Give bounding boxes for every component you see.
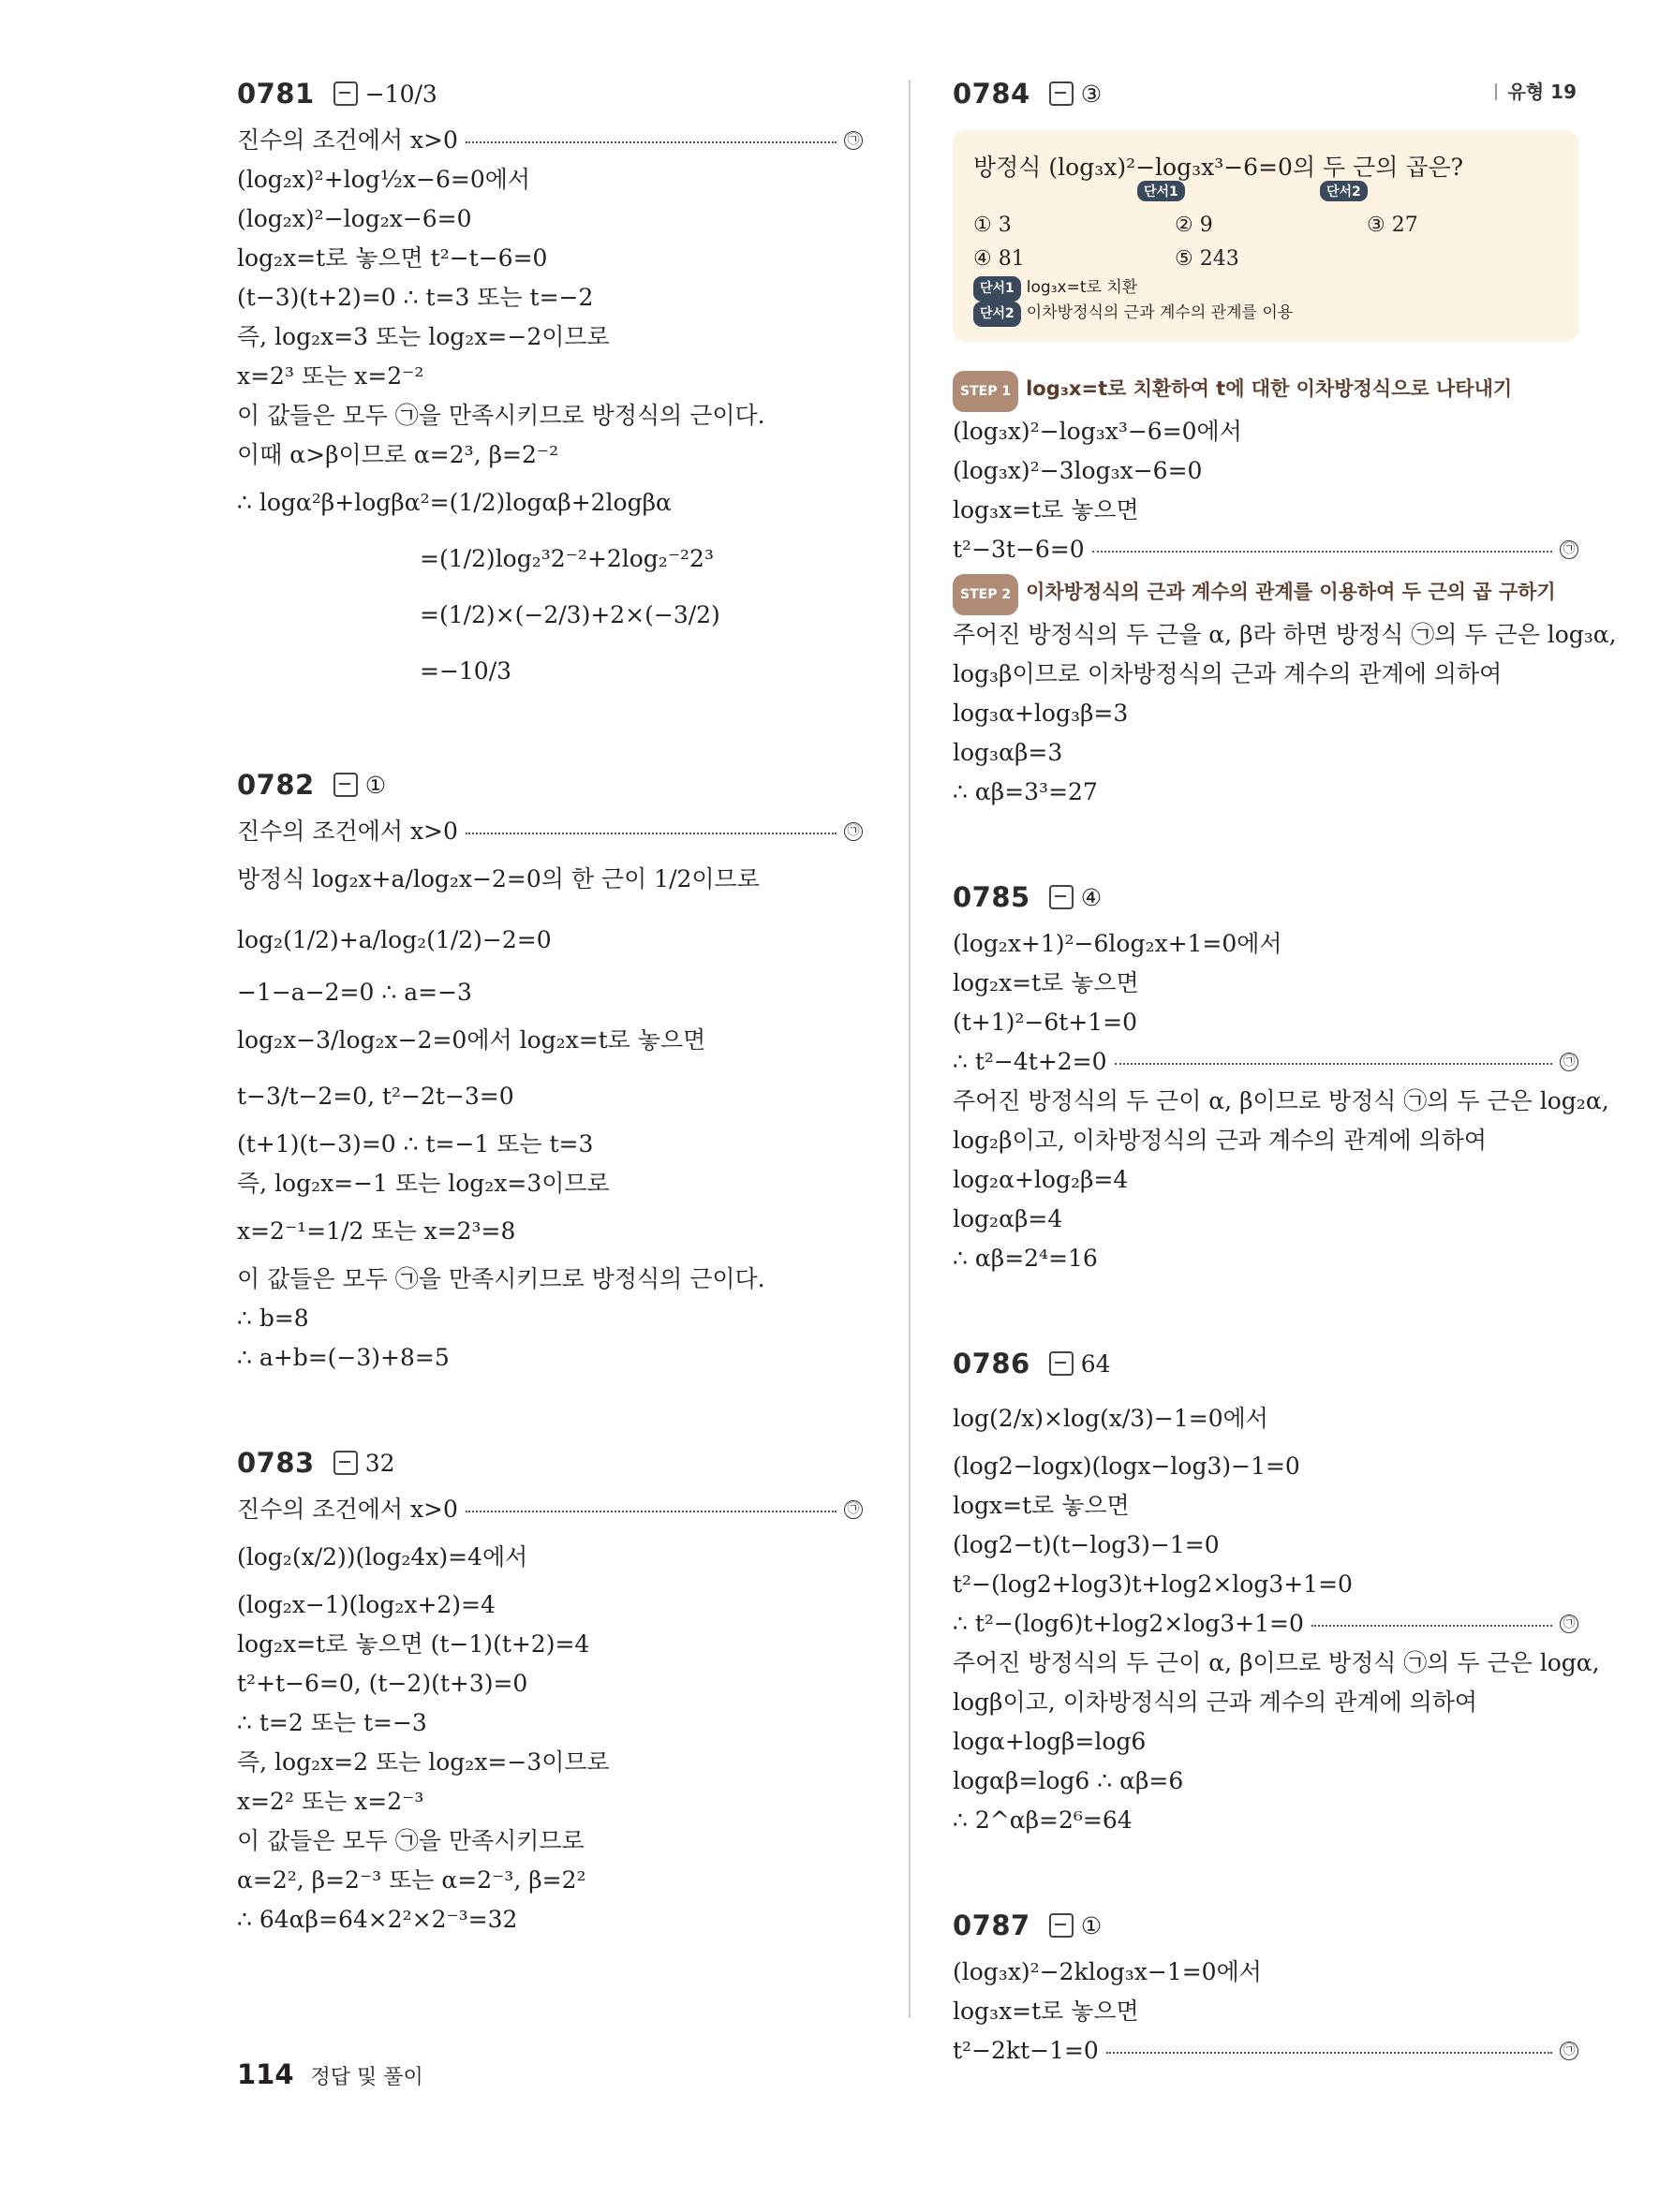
solution-line: (log2−t)(t−log3)−1=0 bbox=[953, 1531, 1220, 1558]
solution-line: t−3/t−2=0, t²−2t−3=0 bbox=[237, 1083, 514, 1110]
solution-line: ∴ 64αβ=64×2²×2⁻³=32 bbox=[237, 1906, 518, 1933]
dotted-leader bbox=[1311, 1625, 1552, 1627]
solution-line: ∴ αβ=2⁴=16 bbox=[953, 1245, 1098, 1272]
type-tag: 유형 19 bbox=[1495, 77, 1577, 104]
solution-line: logα+logβ=log6 bbox=[953, 1728, 1147, 1755]
problem-number: 0783 bbox=[237, 1447, 315, 1479]
solution-line: log₂(1/2)+a/log₂(1/2)−2=0 bbox=[237, 926, 552, 953]
solution-line: 이 값들은 모두 ㉠을 만족시키므로 방정식의 근이다. bbox=[237, 402, 765, 429]
solution-line: log₃α+log₃β=3 bbox=[953, 700, 1129, 727]
right-problems bbox=[953, 874, 1609, 2071]
dotted-leader bbox=[466, 833, 837, 834]
problem-number: 0787 bbox=[953, 1910, 1030, 1941]
equation-mark-icon: ㉠ bbox=[844, 1500, 863, 1519]
solution-line: 주어진 방정식의 두 근이 α, β이므로 방정식 ㉠의 두 근은 log₂α, bbox=[953, 1087, 1609, 1114]
problem-answer: 32 bbox=[364, 1449, 395, 1477]
line-text: t²−2kt−1=0 bbox=[953, 2037, 1099, 2064]
solution-steps bbox=[953, 370, 1617, 812]
page-label: 정답 및 풀이 bbox=[310, 2066, 423, 2089]
equation-mark-icon: ㉠ bbox=[1560, 1615, 1578, 1633]
solution-line: ∴ logα²β+logβα²=(1/2)logαβ+2logβα bbox=[237, 489, 672, 516]
solution-line bbox=[953, 1604, 1578, 1644]
hint-badge-1: 단서1 bbox=[1137, 181, 1185, 201]
solution-line: 주어진 방정식의 두 근이 α, β이므로 방정식 ㉠의 두 근은 logα, bbox=[953, 1649, 1600, 1676]
solution-line: x=2² 또는 x=2⁻³ bbox=[237, 1788, 424, 1815]
solution-line: log₃β이므로 이차방정식의 근과 계수의 관계에 의하여 bbox=[953, 660, 1503, 687]
equation-mark-icon: ㉠ bbox=[1560, 1053, 1578, 1071]
solution-line: t²−(log2+log3)t+log2×log3+1=0 bbox=[953, 1571, 1353, 1598]
solution-line: x=2³ 또는 x=2⁻² bbox=[237, 362, 424, 390]
step-title: 이차방정식의 근과 계수의 관계를 이용하여 두 근의 곱 구하기 bbox=[1026, 581, 1556, 603]
solution-line: (t−3)(t+2)=0 ∴ t=3 또는 t=−2 bbox=[237, 284, 594, 311]
page-number: 114 bbox=[237, 2058, 294, 2090]
line-text: 진수의 조건에서 x>0 bbox=[237, 126, 458, 154]
line-text: ∴ t²−4t+2=0 bbox=[953, 1048, 1107, 1075]
problem-0782 bbox=[237, 761, 863, 1378]
problem-number: 0786 bbox=[953, 1348, 1030, 1379]
problem-header bbox=[237, 761, 863, 808]
answer-icon bbox=[1049, 1351, 1074, 1376]
problem-0787 bbox=[953, 1902, 1578, 2071]
hint-1: 단서1 log₃x=t로 치환 bbox=[973, 276, 1558, 302]
equation-mark-icon: ㉠ bbox=[1560, 2042, 1578, 2060]
problem-answer: ④ bbox=[1080, 883, 1103, 911]
hint-2: 단서2 이차방정식의 근과 계수의 관계를 이용 bbox=[973, 302, 1558, 327]
hint-badges bbox=[973, 184, 1558, 209]
dotted-leader bbox=[466, 141, 837, 143]
solution-line: (log₃x)²−log₃x³−6=0에서 bbox=[953, 418, 1242, 445]
solution-line: 즉, log₂x=3 또는 log₂x=−2이므로 bbox=[237, 323, 610, 350]
solution-line: =(1/2)×(−2/3)+2×(−3/2) bbox=[420, 601, 720, 628]
solution-line: 이때 α>β이므로 α=2³, β=2⁻² bbox=[237, 441, 559, 468]
step-heading bbox=[953, 370, 1578, 412]
line-text: 진수의 조건에서 x>0 bbox=[237, 818, 458, 845]
dotted-leader bbox=[1106, 2052, 1552, 2054]
solution-line: (log2−logx)(logx−log3)−1=0 bbox=[953, 1453, 1300, 1480]
solution-line: log₂α+log₂β=4 bbox=[953, 1166, 1129, 1193]
problem-header bbox=[953, 1340, 1578, 1387]
solution-line: ∴ t=2 또는 t=−3 bbox=[237, 1709, 427, 1736]
solution-line: log₂x=t로 놓으면 (t−1)(t+2)=4 bbox=[237, 1630, 590, 1658]
answer-icon bbox=[1049, 81, 1074, 106]
solution-line: log₂β이고, 이차방정식의 근과 계수의 관계에 의하여 bbox=[953, 1127, 1488, 1154]
problem-answer: 64 bbox=[1080, 1349, 1111, 1378]
equation-mark-icon: ㉠ bbox=[844, 131, 863, 150]
step-title: log₃x=t로 치환하여 t에 대한 이차방정식으로 나타내기 bbox=[1026, 377, 1513, 400]
solution-line: (log₂x)²−log₂x−6=0 bbox=[237, 205, 472, 232]
answer-icon bbox=[1049, 885, 1074, 909]
answer-icon bbox=[333, 773, 358, 797]
problem-header bbox=[953, 874, 1578, 921]
solution-line: log₃x=t로 놓으면 bbox=[953, 496, 1139, 524]
solution-line bbox=[237, 812, 863, 851]
solution-line bbox=[237, 121, 863, 160]
solution-line: (log₃x)²−3log₃x−6=0 bbox=[953, 457, 1203, 484]
problem-answer: ① bbox=[364, 771, 387, 799]
problem-0785 bbox=[953, 874, 1609, 1278]
page-footer bbox=[237, 2058, 423, 2090]
choice-4: ④ 81 bbox=[973, 247, 1025, 271]
solution-line: ∴ αβ=3³=27 bbox=[953, 778, 1098, 805]
line-text: 진수의 조건에서 x>0 bbox=[237, 1496, 458, 1523]
problem-0786 bbox=[953, 1340, 1600, 1840]
solution-line: log₂x−3/log₂x−2=0에서 log₂x=t로 놓으면 bbox=[237, 1026, 706, 1054]
problem-answer: ① bbox=[1080, 1911, 1103, 1939]
problem-answer: ③ bbox=[1080, 80, 1103, 108]
solution-line: logαβ=log6 ∴ αβ=6 bbox=[953, 1767, 1184, 1794]
answer-icon bbox=[1049, 1913, 1074, 1938]
solution-line: log₂x=t로 놓으면 bbox=[953, 969, 1139, 996]
problem-answer: −10/3 bbox=[364, 80, 437, 108]
left-column bbox=[237, 70, 863, 2001]
answer-icon bbox=[333, 1451, 358, 1475]
solution-line: 방정식 log₂x+a/log₂x−2=0의 한 근이 1/2이므로 bbox=[237, 865, 760, 892]
solution-line: 이 값들은 모두 ㉠을 만족시키므로 방정식의 근이다. bbox=[237, 1265, 765, 1292]
choice-5: ⑤ 243 bbox=[1175, 247, 1239, 271]
solution-line: log₃x=t로 놓으면 bbox=[953, 1998, 1139, 2025]
problem-0784 bbox=[953, 70, 1617, 812]
dotted-leader bbox=[1092, 551, 1552, 553]
solution-line bbox=[953, 530, 1578, 569]
solution-line: logx=t로 놓으면 bbox=[953, 1492, 1130, 1519]
dotted-leader bbox=[466, 1511, 837, 1512]
solution-line: ∴ 2^αβ=2⁶=64 bbox=[953, 1806, 1133, 1834]
solution-line: log₂αβ=4 bbox=[953, 1205, 1063, 1232]
solution-line: (t+1)²−6t+1=0 bbox=[953, 1009, 1138, 1036]
hint-badge-2: 단서2 bbox=[1320, 181, 1368, 201]
solution-line: =−10/3 bbox=[420, 657, 512, 685]
solution-line: 즉, log₂x=−1 또는 log₂x=3이므로 bbox=[237, 1170, 610, 1197]
solution-line: (log₂x+1)²−6log₂x+1=0에서 bbox=[953, 930, 1282, 957]
solution-line: ∴ b=8 bbox=[237, 1305, 309, 1332]
solution-line: 주어진 방정식의 두 근을 α, β라 하면 방정식 ㉠의 두 근은 log₃α, bbox=[953, 621, 1617, 648]
choice-1: ① 3 bbox=[973, 214, 1012, 237]
answer-icon bbox=[333, 81, 358, 106]
solution-line: =(1/2)log₂³2⁻²+2log₂⁻²2³ bbox=[420, 545, 714, 572]
solution-line: 즉, log₂x=2 또는 log₂x=−3이므로 bbox=[237, 1748, 610, 1776]
problem-0783 bbox=[237, 1439, 863, 1939]
solution-line: α=2², β=2⁻³ 또는 α=2⁻³, β=2² bbox=[237, 1866, 586, 1894]
line-text: ∴ t²−(log6)t+log2×log3+1=0 bbox=[953, 1610, 1304, 1637]
solution-line: (t+1)(t−3)=0 ∴ t=−1 또는 t=3 bbox=[237, 1130, 594, 1158]
problem-number: 0785 bbox=[953, 881, 1030, 913]
step-tag: STEP 1 bbox=[953, 371, 1018, 412]
solution-line bbox=[953, 1042, 1578, 1082]
right-column bbox=[953, 70, 1617, 2132]
solution-line: (log₃x)²−2klog₃x−1=0에서 bbox=[953, 1958, 1262, 1985]
solution-line: log₃αβ=3 bbox=[953, 739, 1063, 766]
line-text: t²−3t−6=0 bbox=[953, 536, 1085, 563]
solution-line: log(2/x)×log(x/3)−1=0에서 bbox=[953, 1405, 1268, 1432]
equation-mark-icon: ㉠ bbox=[1560, 540, 1578, 559]
dotted-leader bbox=[1115, 1063, 1552, 1065]
solution-line: (log₂x)²+log½x−6=0에서 bbox=[237, 166, 531, 193]
equation-mark-icon: ㉠ bbox=[844, 822, 863, 841]
solution-line: 이 값들은 모두 ㉠을 만족시키므로 bbox=[237, 1827, 585, 1854]
solution-line: (log₂(x/2))(log₂4x)=4에서 bbox=[237, 1543, 528, 1571]
solution-line bbox=[953, 2031, 1578, 2071]
solution-line: logβ이고, 이차방정식의 근과 계수의 관계에 의하여 bbox=[953, 1688, 1478, 1716]
problem-number: 0784 bbox=[953, 78, 1030, 110]
solution-line: x=2⁻¹=1/2 또는 x=2³=8 bbox=[237, 1217, 516, 1245]
solution-line: −1−a−2=0 ∴ a=−3 bbox=[237, 979, 472, 1006]
question-box bbox=[953, 130, 1578, 342]
choice-3: ③ 27 bbox=[1367, 214, 1418, 237]
problem-header bbox=[237, 1439, 863, 1486]
solution-line: log₂x=t로 놓으면 t²−t−6=0 bbox=[237, 244, 548, 272]
choice-2: ② 9 bbox=[1175, 214, 1213, 237]
column-divider bbox=[909, 80, 911, 2018]
step-heading bbox=[953, 573, 1578, 615]
step-tag: STEP 2 bbox=[953, 574, 1018, 615]
choices bbox=[973, 209, 1558, 276]
problem-number: 0781 bbox=[237, 78, 315, 110]
solution-line: (log₂x−1)(log₂x+2)=4 bbox=[237, 1591, 496, 1618]
problem-header bbox=[237, 70, 863, 117]
solution-line: ∴ a+b=(−3)+8=5 bbox=[237, 1344, 450, 1371]
problem-number: 0782 bbox=[237, 769, 315, 801]
solution-line bbox=[237, 1490, 863, 1529]
question-text: 방정식 (log₃x)²−log₃x³−6=0의 두 근의 곱은? bbox=[973, 154, 1464, 181]
problem-header bbox=[953, 1902, 1578, 1949]
problem-header bbox=[953, 70, 1578, 117]
solution-line: t²+t−6=0, (t−2)(t+3)=0 bbox=[237, 1670, 528, 1697]
problem-0781 bbox=[237, 70, 863, 700]
